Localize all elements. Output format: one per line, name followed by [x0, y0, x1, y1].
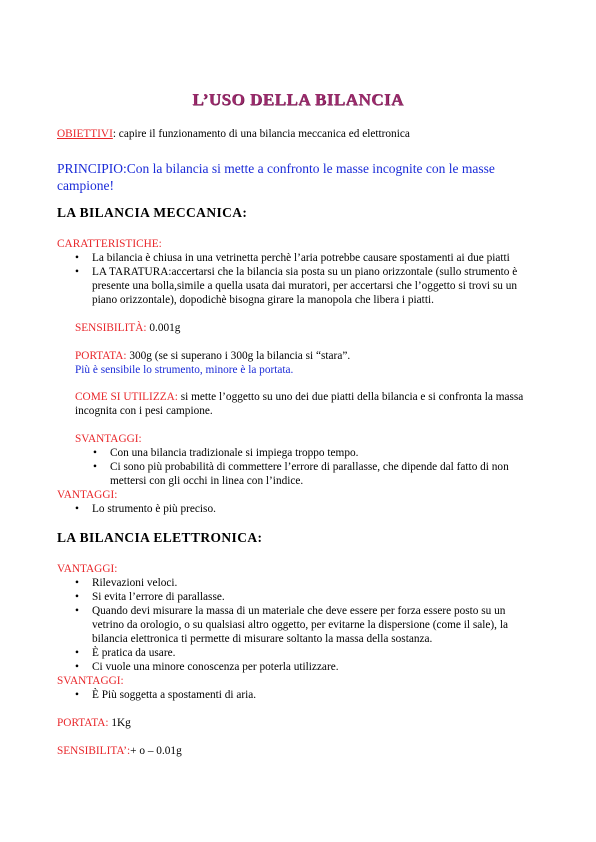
obiettivi-label: OBIETTIVI [57, 128, 113, 140]
list-item: • Ci sono più probabilità di commettere l’errore di parallasse, che dipende dal fatto di non mettersi con gli occhi in linea con l’indice. [93, 461, 509, 487]
portata-note: Più è sensibile lo strumento, minore è la portata. [75, 364, 294, 376]
document-title: L’USO DELLA BILANCIA [192, 90, 404, 109]
list-item: • Lo strumento è più preciso. [75, 503, 216, 515]
portata-value: 300g (se si superano i 300g la bilancia si “stara”. [126, 350, 351, 362]
list-item: • Quando devi misurare la massa di un materiale che deve essere per forza essere posto su un vetrino da orologio, o su qualsiasi altro oggetto, per evitarne la dispersione (come il sale), la bilancia elettronica ti permette di misurare soltanto la massa della sostanza. [75, 605, 508, 645]
portata-label: PORTATA: [75, 350, 127, 362]
principio-text: PRINCIPIO:Con la bilancia si mette a confronto le masse incognite con le masse campione! [57, 161, 495, 193]
elettronica-portata-label: PORTATA: [57, 717, 109, 729]
list-item: • È Più soggetta a spostamenti di aria. [75, 689, 257, 701]
sensibilita-label: SENSIBILITÀ: [75, 322, 147, 334]
elettronica-portata-line [57, 716, 131, 730]
bullet-icon: • [93, 461, 97, 473]
caratteristiche-list [75, 251, 540, 307]
elettronica-sensibilita-line [57, 744, 182, 758]
list-item: • È pratica da usare. [75, 647, 176, 659]
elettronica-sensibilita-label: SENSIBILITA’: [57, 745, 131, 757]
vantaggi-list [75, 502, 540, 516]
bullet-icon: • [75, 647, 79, 659]
list-item: • Si evita l’errore di parallasse. [75, 591, 225, 603]
obiettivi-text: : capire il funzionamento di una bilancia meccanica ed elettronica [112, 128, 410, 140]
bullet-icon: • [93, 447, 97, 459]
elettronica-sensibilita-value: + o – 0.01g [130, 745, 182, 757]
vantaggi-label: VANTAGGI: [57, 489, 118, 501]
caratteristiche-label: CARATTERISTICHE: [57, 238, 162, 250]
portata-line [75, 349, 545, 363]
bullet-icon: • [75, 689, 79, 701]
obiettivi-line [57, 127, 547, 141]
bullet-icon: • [75, 605, 79, 617]
list-item: • LA TARATURA:accertarsi che la bilancia sia posta su un piano orizzontale (sullo strumento è presente una bolla,simile a quella usata dai muratori, per accertarsi che l’oggetto si trovi su un piano orizzontale), dopodichè bisogna girare la manopola che libera i piatti. [75, 266, 518, 306]
bullet-icon: • [75, 661, 79, 673]
svantaggi-list [93, 446, 538, 488]
elettronica-svantaggi-label: SVANTAGGI: [57, 675, 124, 687]
come-label: COME SI UTILIZZA: [75, 391, 178, 403]
list-item: • Ci vuole una minore conoscenza per poterla utilizzare. [75, 661, 339, 673]
elettronica-portata-value: 1Kg [108, 717, 131, 729]
come-si-utilizza [75, 390, 535, 418]
svantaggi-label: SVANTAGGI: [75, 433, 142, 445]
meccanica-heading: LA BILANCIA MECCANICA: [57, 205, 248, 220]
sensibilita-line [75, 321, 180, 335]
list-item: • Rilevazioni veloci. [75, 577, 178, 589]
bullet-icon: • [75, 252, 79, 264]
elettronica-vantaggi-label: VANTAGGI: [57, 563, 118, 575]
bullet-icon: • [75, 503, 79, 515]
bullet-icon: • [75, 591, 79, 603]
sensibilita-value: 0.001g [146, 322, 181, 334]
bullet-icon: • [75, 577, 79, 589]
bullet-icon: • [75, 266, 79, 278]
list-item: • Con una bilancia tradizionale si impiega troppo tempo. [93, 447, 359, 459]
elettronica-vantaggi-list [75, 576, 540, 674]
come-text: si mette l’oggetto su uno dei due piatti della bilancia e si confronta la massa incognita con i pesi campione. [75, 391, 524, 417]
elettronica-heading: LA BILANCIA ELETTRONICA: [57, 530, 263, 545]
elettronica-svantaggi-list [75, 688, 540, 702]
list-item: • La bilancia è chiusa in una vetrinetta perchè l’aria potrebbe causare spostamenti ai due piatti [75, 252, 510, 264]
